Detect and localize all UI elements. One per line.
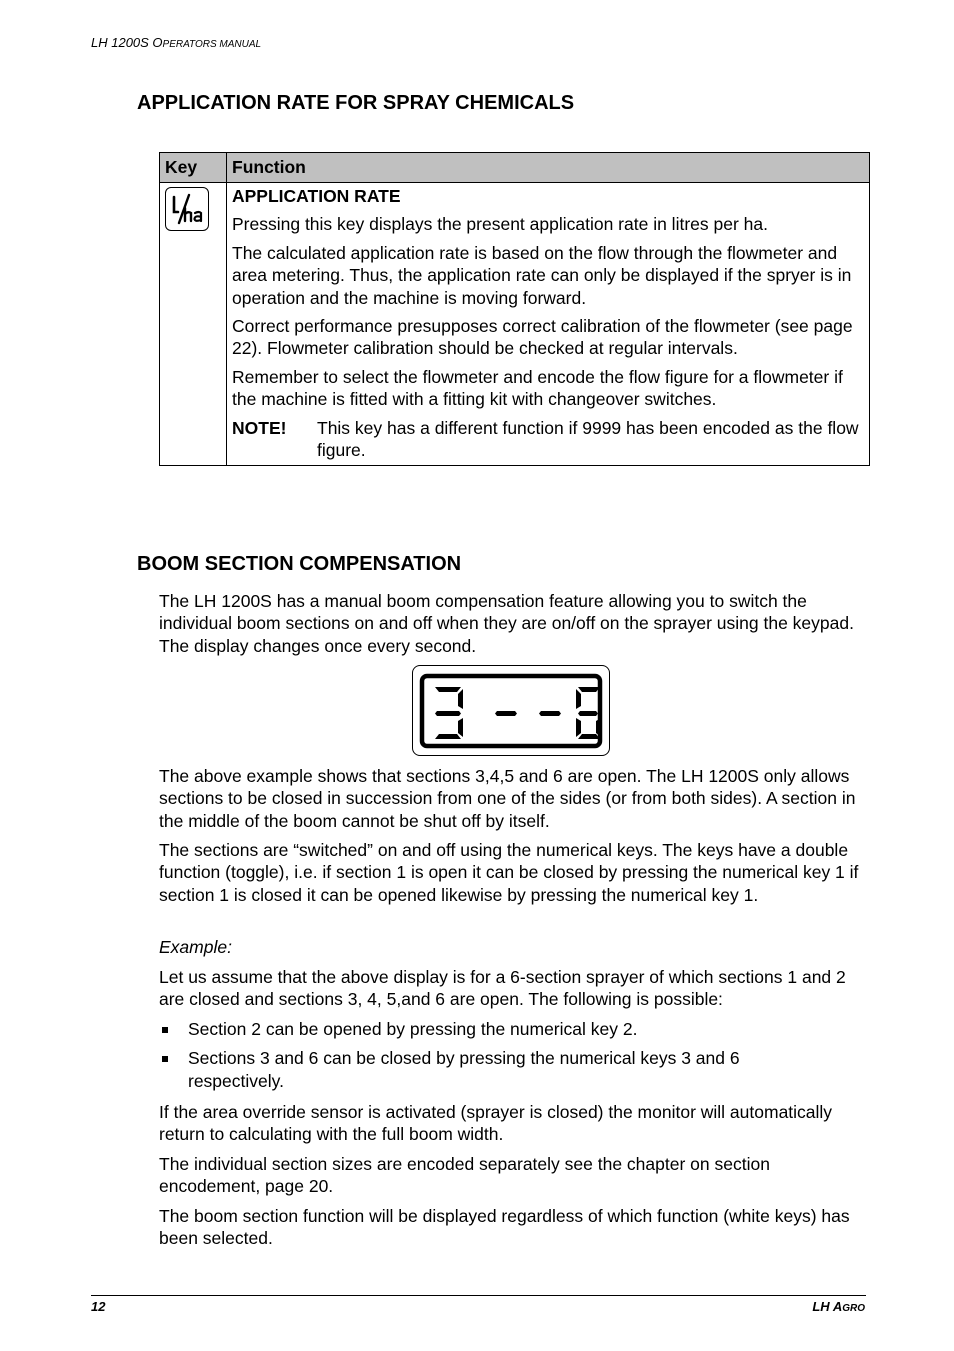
paragraph-assumption: Let us assume that the above display is for a 6-section sprayer of which sections 1 and 2 are closed and sections 3, 4, 5,and 6 are open. The following is possible: xyxy=(159,967,846,1010)
col-header-function: Function xyxy=(227,153,870,183)
footer-brand xyxy=(812,1299,865,1314)
section-heading-boom-compensation: BOOM SECTION COMPENSATION xyxy=(137,553,462,575)
note-label: NOTE! xyxy=(232,417,287,438)
note xyxy=(232,417,864,462)
key-cell xyxy=(160,183,227,466)
function-cell xyxy=(227,183,870,466)
col-header-key: Key xyxy=(160,153,227,183)
section-heading-application-rate: APPLICATION RATE FOR SPRAY CHEMICALS xyxy=(137,92,575,114)
header-title-main: LH 1200S O xyxy=(91,35,163,50)
intro-paragraph: The LH 1200S has a manual boom compensation feature allowing you to switch the individual boom sections on and off when they are on/off on the sprayer using the keypad. The display changes once every second. xyxy=(159,591,854,656)
l-per-ha-key-icon xyxy=(165,187,209,231)
footer-brand-main: LH A xyxy=(812,1299,843,1314)
note-text: This key has a different function if 9999 has been encoded as the flow figure. xyxy=(317,417,859,461)
paragraph-section-sizes: The individual section sizes are encoded separately see the chapter on section encodement, page 20. xyxy=(159,1154,770,1197)
list-item: Section 2 can be opened by pressing the numerical key 2. xyxy=(159,1018,819,1040)
page-number: 12 xyxy=(91,1299,106,1314)
paragraph-toggle: The sections are “switched” on and off using the numerical keys. The keys have a double function (toggle), i.e. if section 1 is open it can be closed by pressing the numerical key 1 if section 1 is closed it can be opened likewise by pressing the numerical key 1. xyxy=(159,840,859,905)
paragraph-override: If the area override sensor is activated (sprayer is closed) the monitor will automatically return to calculating with the full boom width. xyxy=(159,1102,833,1145)
table-header-row xyxy=(160,153,870,183)
function-paragraph: Correct performance presupposes correct calibration of the flowmeter (see page 22). Flowmeter calibration should be checked at regular intervals. xyxy=(232,316,853,359)
paragraph-example-explanation: The above example shows that sections 3,4,5 and 6 are open. The LH 1200S only allows sections to be closed in succession from one of the sides (or from both sides). A section in the middle of the boom cannot be shut off by itself. xyxy=(159,766,856,831)
key-function-table-wrap xyxy=(159,152,870,466)
header-title-small: PERATORS MANUAL xyxy=(162,39,262,50)
example-label: Example: xyxy=(159,937,232,957)
function-paragraph: The calculated application rate is based on the flow through the flowmeter and area metering. Thus, the application rate can only be displayed if the spryer is in operation and the machine is moving forward. xyxy=(232,242,852,308)
bullet-list xyxy=(159,1018,819,1099)
footer-brand-small: GRO xyxy=(842,1303,865,1314)
function-paragraph: Remember to select the flowmeter and encode the flow figure for a flowmeter if the machine is fitted with a fitting kit with changeover switches. xyxy=(232,366,843,410)
running-header xyxy=(91,35,261,50)
paragraph-display-regardless: The boom section function will be displayed regardless of which function (white keys) has been selected. xyxy=(159,1206,850,1249)
table-row xyxy=(160,183,870,466)
lcd-display-illustration xyxy=(412,665,610,756)
function-title: APPLICATION RATE xyxy=(232,186,401,206)
footer-divider xyxy=(91,1295,866,1296)
key-function-table xyxy=(159,152,870,466)
lcd-display xyxy=(417,671,605,751)
function-paragraph: Pressing this key displays the present application rate in litres per ha. xyxy=(232,214,768,235)
list-item: Sections 3 and 6 can be closed by pressing the numerical keys 3 and 6 respectively. xyxy=(159,1047,819,1092)
